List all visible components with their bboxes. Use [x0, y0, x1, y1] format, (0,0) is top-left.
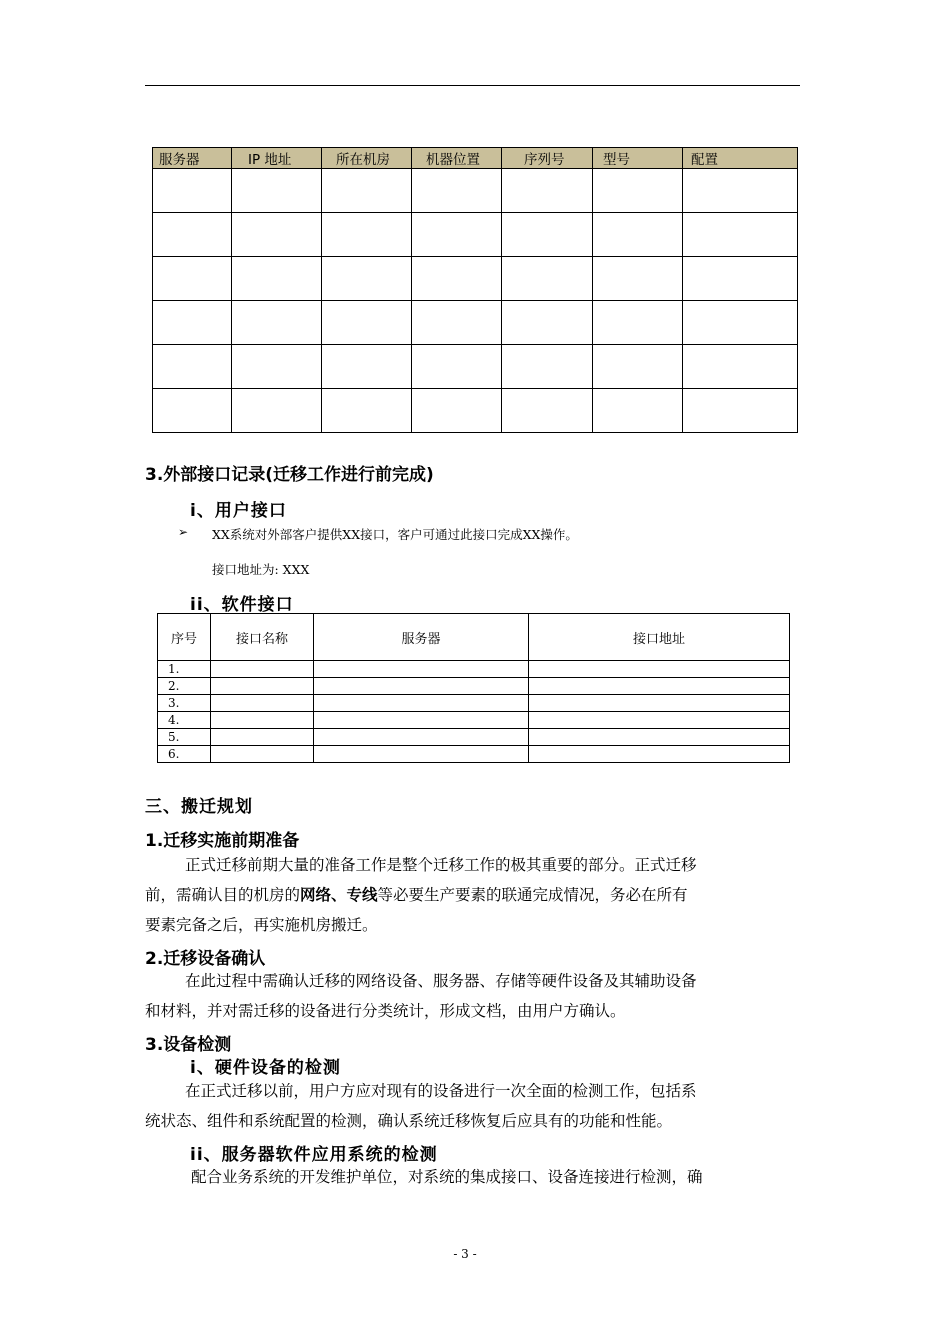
col-header-server: 服务器 [153, 148, 232, 169]
section-3-ii-heading: ii、服务器软件应用系统的检测 [190, 1145, 438, 1165]
table-row [158, 746, 790, 763]
software-interface-heading: ii、软件接口 [190, 595, 294, 615]
paragraph-line: 在正式迁移以前，用户方应对现有的设备进行一次全面的检测工作，包括系 [185, 1082, 697, 1100]
paragraph-line [145, 880, 805, 910]
table-row [153, 345, 798, 389]
table-row [158, 695, 790, 712]
server-table [152, 147, 798, 433]
col-header-serial: 序列号 [502, 148, 593, 169]
ext-interface-heading: 3.外部接口记录(迁移工作进行前完成) [145, 465, 434, 485]
paragraph-line: 在此过程中需确认迁移的网络设备、服务器、存储等硬件设备及其辅助设备 [185, 972, 697, 990]
header-rule [145, 85, 800, 86]
table-row [158, 729, 790, 746]
bold-text: 网络、专线 [300, 886, 378, 904]
text-run: 等必要生产要素的联通完成情况，务必在所有 [377, 886, 688, 904]
row-index: 1. [158, 661, 211, 678]
col-header-if-server: 服务器 [314, 614, 529, 661]
chapter-heading: 三、搬迁规划 [145, 797, 253, 817]
row-index: 2. [158, 678, 211, 695]
bullet-arrow-icon: ➢ [178, 525, 189, 539]
table-row [153, 169, 798, 213]
col-header-config: 配置 [683, 148, 798, 169]
page-number: - 3 - [453, 1247, 477, 1261]
section-1-heading: 1.迁移实施前期准备 [145, 831, 300, 851]
table-row [158, 678, 790, 695]
col-header-ip: IP 地址 [232, 148, 322, 169]
row-index: 4. [158, 712, 211, 729]
section-2-heading: 2.迁移设备确认 [145, 949, 266, 969]
table-row [153, 257, 798, 301]
row-index: 6. [158, 746, 211, 763]
row-index: 5. [158, 729, 211, 746]
section-1-body [145, 850, 805, 940]
paragraph-line: 统状态、组件和系统配置的检测，确认系统迁移恢复后应具有的功能和性能。 [145, 1112, 673, 1130]
interface-table-header-row [158, 614, 790, 661]
table-row [158, 712, 790, 729]
table-row [153, 301, 798, 345]
section-3-heading: 3.设备检测 [145, 1035, 232, 1055]
interface-address: 接口地址为: XXX [212, 562, 310, 577]
server-table-header-row [153, 148, 798, 169]
user-interface-heading: i、用户接口 [190, 501, 287, 521]
col-header-model: 型号 [593, 148, 683, 169]
paragraph-line: 配合业务系统的开发维护单位，对系统的集成接口、设备连接进行检测，确 [191, 1168, 703, 1186]
col-header-index: 序号 [158, 614, 211, 661]
row-index: 3. [158, 695, 211, 712]
col-header-if-name: 接口名称 [211, 614, 314, 661]
col-header-position: 机器位置 [412, 148, 502, 169]
text-run: 前，需确认目的机房的 [145, 886, 301, 904]
table-row [158, 661, 790, 678]
bullet-text: XX系统对外部客户提供XX接口，客户可通过此接口完成XX操作。 [212, 527, 578, 542]
table-row [153, 213, 798, 257]
section-3-i-heading: i、硬件设备的检测 [190, 1058, 341, 1078]
table-row [153, 389, 798, 433]
paragraph-line: 正式迁移前期大量的准备工作是整个迁移工作的极其重要的部分。正式迁移 [185, 856, 697, 874]
paragraph-line: 和材料，并对需迁移的设备进行分类统计，形成文档，由用户方确认。 [145, 1002, 626, 1020]
col-header-room: 所在机房 [322, 148, 412, 169]
paragraph-line: 要素完备之后，再实施机房搬迁。 [145, 916, 378, 934]
interface-table [157, 613, 790, 763]
section-3-ii-body [145, 1162, 805, 1192]
section-2-body [145, 966, 805, 1026]
col-header-if-address: 接口地址 [529, 614, 790, 661]
section-3-i-body [145, 1076, 805, 1136]
